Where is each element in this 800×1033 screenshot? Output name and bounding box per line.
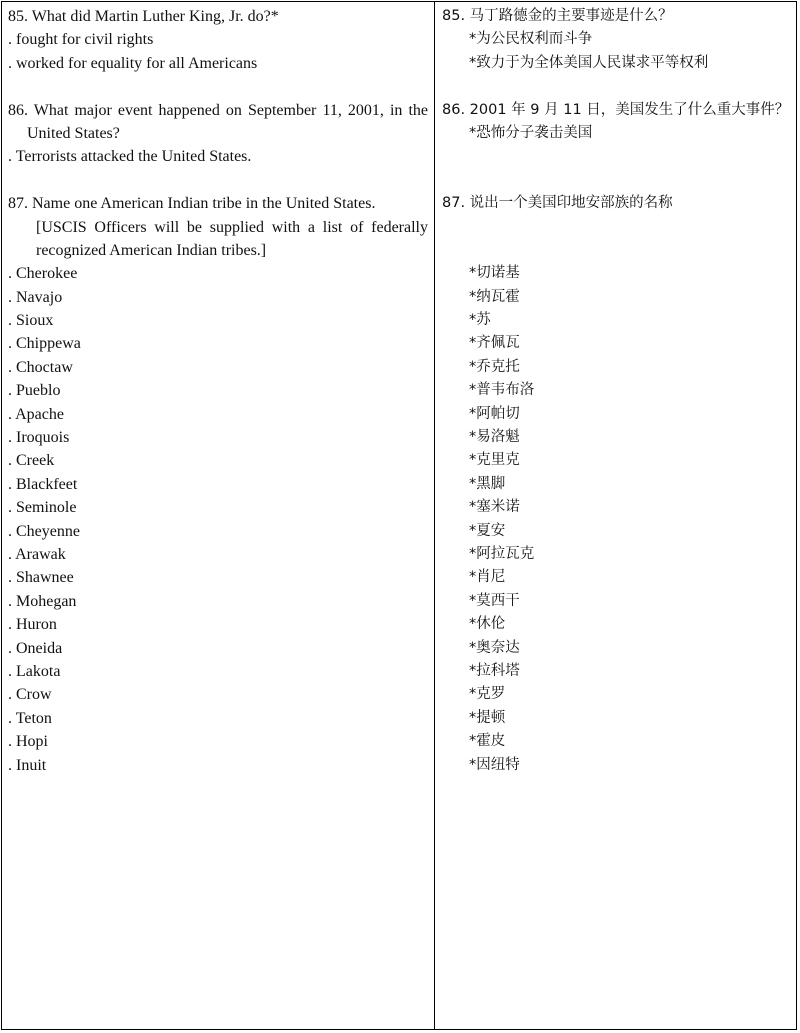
tribe-item-zh: *乔克托 [469, 358, 520, 375]
tribe-item-zh: *纳瓦霍 [469, 288, 520, 305]
tribe-item: . Mohegan [8, 592, 77, 610]
tribe-item-zh: *拉科塔 [469, 662, 520, 679]
question-87-zh: 87. 说出一个美国印地安部族的名称 [442, 195, 673, 212]
answer-85-zh-2: *致力于为全体美国人民谋求平等权利 [469, 54, 709, 71]
tribe-list-english [8, 262, 428, 777]
tribe-item-zh: *莫西干 [469, 592, 520, 609]
note-87-line1: [USCIS Officers will be supplied with a list of federally [36, 218, 428, 236]
document-table [1, 1, 797, 1030]
tribe-item: . Navajo [8, 288, 63, 306]
tribe-item: . Creek [8, 452, 55, 470]
spacer [442, 75, 794, 98]
tribe-item: . Teton [8, 709, 52, 727]
tribe-list-chinese [442, 262, 794, 777]
tribe-item-zh: *因纽特 [469, 756, 520, 773]
tribe-item-zh: *克罗 [469, 686, 506, 703]
tribe-item-zh: *阿拉瓦克 [469, 545, 535, 562]
question-86-line1: 86. What major event happened on September 11, 2001, in the [8, 101, 428, 119]
tribe-item: . Apache [8, 405, 64, 423]
tribe-item: . Choctaw [8, 358, 73, 376]
tribe-item-zh: *阿帕切 [469, 405, 520, 422]
note-87-line2: recognized American Indian tribes.] [36, 241, 267, 259]
answer-85-2: . worked for equality for all Americans [8, 54, 258, 72]
tribe-item-zh: *克里克 [469, 452, 520, 469]
spacer [442, 239, 794, 262]
question-86-zh: 86. 2001 年 9 月 11 日，美国发生了什么重大事件？ [442, 101, 790, 118]
tribe-item: . Blackfeet [8, 475, 78, 493]
tribe-item-zh: *切诺基 [469, 265, 520, 282]
tribe-item: . Pueblo [8, 382, 61, 400]
question-86-line2: United States? [27, 124, 120, 142]
tribe-item-zh: *黑脚 [469, 475, 506, 492]
tribe-item: . Cheyenne [8, 522, 80, 540]
spacer [442, 145, 794, 168]
english-column [8, 5, 428, 777]
spacer [442, 169, 794, 192]
tribe-item-zh: *提顿 [469, 709, 506, 726]
tribe-item: . Seminole [8, 499, 77, 517]
tribe-item: . Cherokee [8, 265, 78, 283]
tribe-item-zh: *苏 [469, 312, 491, 329]
tribe-item: . Shawnee [8, 569, 74, 587]
tribe-item: . Sioux [8, 312, 54, 330]
answer-86-zh-1: *恐怖分子袭击美国 [469, 124, 593, 141]
tribe-item: . Oneida [8, 639, 63, 657]
tribe-item: . Chippewa [8, 335, 81, 353]
tribe-item-zh: *霍皮 [469, 733, 506, 750]
answer-85-1: . fought for civil rights [8, 31, 154, 49]
tribe-item: . Iroquois [8, 429, 70, 447]
tribe-item-zh: *易洛魁 [469, 429, 520, 446]
question-87: 87. Name one American Indian tribe in the United States. [8, 195, 376, 213]
tribe-item-zh: *普韦布洛 [469, 382, 535, 399]
tribe-item: . Huron [8, 616, 57, 634]
tribe-item-zh: *休伦 [469, 616, 506, 633]
answer-85-zh-1: *为公民权利而斗争 [469, 31, 593, 48]
tribe-item: . Crow [8, 686, 52, 704]
tribe-item: . Hopi [8, 733, 48, 751]
column-divider [434, 2, 435, 1029]
spacer [8, 169, 428, 192]
chinese-column [442, 5, 794, 777]
tribe-item: . Arawak [8, 545, 66, 563]
question-85-zh: 85. 马丁路德金的主要事迹是什么？ [442, 8, 673, 24]
tribe-item-zh: *夏安 [469, 522, 506, 539]
answer-86-1: . Terrorists attacked the United States. [8, 148, 252, 166]
spacer [8, 75, 428, 98]
tribe-item-zh: *奥奈达 [469, 639, 520, 656]
tribe-item: . Inuit [8, 756, 47, 774]
tribe-item-zh: *塞米诺 [469, 499, 520, 516]
question-85: 85. What did Martin Luther King, Jr. do?* [8, 8, 279, 25]
tribe-item: . Lakota [8, 662, 61, 680]
tribe-item-zh: *肖尼 [469, 569, 506, 586]
spacer [442, 216, 794, 239]
tribe-item-zh: *齐佩瓦 [469, 335, 520, 352]
